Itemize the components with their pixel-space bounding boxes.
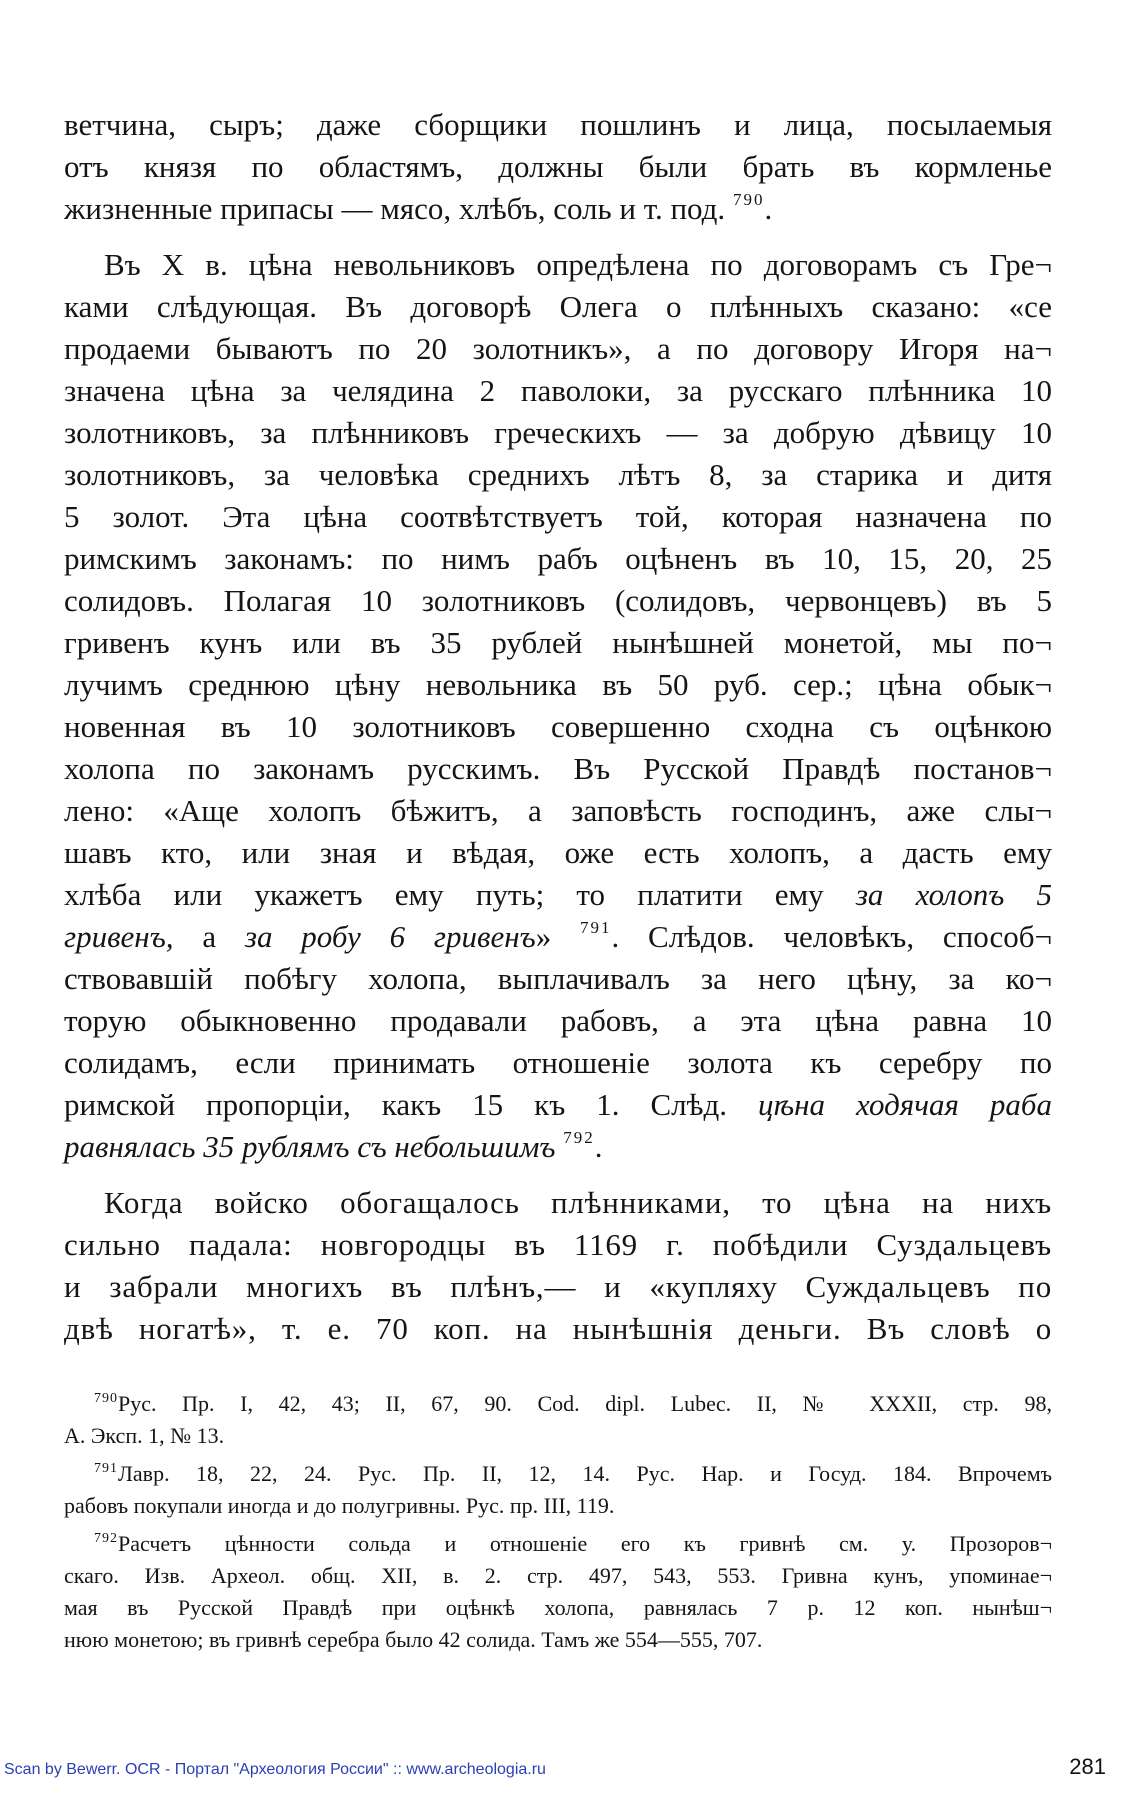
text-line bbox=[64, 874, 1052, 916]
text-line: шавъ кто, или зная и вѣдая, оже есть холопъ, а дасть ему bbox=[64, 835, 1052, 870]
footnote-ref[interactable]: 790 bbox=[732, 190, 765, 209]
text-segment: . Слѣдов. человѣкъ, способ¬ bbox=[611, 919, 1053, 954]
text-line: лучимъ среднюю цѣну невольника въ 50 руб. сер.; цѣна обык¬ bbox=[64, 667, 1052, 702]
text-line: ствовавшій побѣгу холопа, выплачивалъ за него цѣну, за ко¬ bbox=[64, 961, 1052, 996]
paragraph-2 bbox=[64, 244, 1052, 1168]
text-line: продаеми бываютъ по 20 золотникъ», а по договору Игоря на¬ bbox=[64, 331, 1052, 366]
main-text bbox=[64, 104, 1052, 1350]
italic-quote: за холопъ 5 bbox=[855, 877, 1052, 912]
text-line bbox=[64, 916, 1052, 958]
footnote-line: рабовъ покупали иногда и до полугривны. Рус. пр. III, 119. bbox=[64, 1493, 615, 1518]
footnote-ref[interactable]: 791 bbox=[579, 918, 612, 937]
text-line: солидовъ. Полагая 10 золотниковъ (солидовъ, червонцевъ) въ 5 bbox=[64, 583, 1052, 618]
footnote-line: нюю монетою; въ гривнѣ серебра было 42 солида. Тамъ же 554—555, 707. bbox=[64, 1627, 763, 1652]
text-segment: » bbox=[535, 919, 552, 954]
italic-emphasis: равнялась 35 рублямъ съ небольшимъ bbox=[64, 1129, 556, 1164]
paragraph-1 bbox=[64, 104, 1052, 230]
text-segment: . bbox=[764, 191, 773, 226]
text-line: двѣ ногатѣ», т. е. 70 коп. на нынѣшнія деньги. Въ словѣ о bbox=[64, 1311, 1052, 1346]
text-segment: хлѣба или укажетъ ему путь; то платити ему bbox=[64, 877, 856, 912]
text-line: ками слѣдующая. Въ договорѣ Олега о плѣнныхъ сказано: «се bbox=[64, 289, 1052, 324]
footnote-number: 792 bbox=[94, 1531, 118, 1546]
footnote-790 bbox=[64, 1388, 1052, 1452]
footnote-line: скаго. Изв. Археол. общ. XII, в. 2. стр. 497, 543, 553. Гривна кунъ, упоминае¬ bbox=[64, 1563, 1052, 1588]
text-segment: . bbox=[594, 1129, 603, 1164]
text-line: Въ X в. цѣна невольниковъ опредѣлена по договорамъ съ Гре¬ bbox=[104, 247, 1052, 282]
text-segment: а bbox=[173, 919, 245, 954]
text-line bbox=[64, 1126, 1052, 1168]
text-segment: римской пропорціи, какъ 15 къ 1. Слѣд. bbox=[64, 1087, 758, 1122]
paragraph-3 bbox=[64, 1182, 1052, 1350]
footnote-text: Расчетъ цѣнности сольда и отношеніе его къ гривнѣ см. у. Прозоров¬ bbox=[118, 1531, 1052, 1556]
text-line: отъ князя по областямъ, должны были брать въ кормленье bbox=[64, 149, 1052, 184]
footnote-number: 791 bbox=[94, 1461, 118, 1476]
footnote-line bbox=[64, 1528, 1052, 1560]
text-line: и забрали многихъ въ плѣнъ,— и «купляху Суждальцевъ по bbox=[64, 1269, 1052, 1304]
text-line: золотниковъ, за плѣнниковъ греческихъ — за добрую дѣвицу 10 bbox=[64, 415, 1052, 450]
footnotes bbox=[64, 1388, 1052, 1656]
text-line: гривенъ кунъ или въ 35 рублей нынѣшней монетой, мы по¬ bbox=[64, 625, 1052, 660]
text-line: Когда войско обогащалось плѣнниками, то цѣна на нихъ bbox=[104, 1185, 1052, 1220]
footnote-791 bbox=[64, 1458, 1052, 1522]
footnote-number: 790 bbox=[94, 1391, 118, 1406]
italic-quote: гривенъ, bbox=[64, 919, 174, 954]
italic-emphasis: цѣна ходячая раба bbox=[758, 1087, 1052, 1122]
text-line: римскимъ законамъ: по нимъ рабъ оцѣненъ въ 10, 15, 20, 25 bbox=[64, 541, 1052, 576]
footnote-text: Рус. Пр. I, 42, 43; II, 67, 90. Cod. dipl. Lubec. II, № XXXII, стр. 98, bbox=[118, 1391, 1052, 1416]
text-line: новенная въ 10 золотниковъ совершенно сходна съ оцѣнкою bbox=[64, 709, 1052, 744]
text-line bbox=[64, 188, 1052, 230]
footnote-line bbox=[64, 1458, 1052, 1490]
footnote-text: Лавр. 18, 22, 24. Рус. Пр. II, 12, 14. Рус. Нар. и Госуд. 184. Впрочемъ bbox=[118, 1461, 1052, 1486]
text-segment: жизненные припасы — мясо, хлѣбъ, соль и т. под. bbox=[64, 191, 726, 226]
text-line: лено: «Аще холопъ бѣжитъ, а заповѣсть господинъ, аже слы¬ bbox=[64, 793, 1052, 828]
text-line: солидамъ, если принимать отношеніе золота къ серебру по bbox=[64, 1045, 1052, 1080]
text-line: торую обыкновенно продавали рабовъ, а эта цѣна равна 10 bbox=[64, 1003, 1052, 1038]
text-line bbox=[64, 1084, 1052, 1126]
italic-quote: за робу 6 гривенъ bbox=[244, 919, 536, 954]
text-line: золотниковъ, за человѣка среднихъ лѣтъ 8, за старика и дитя bbox=[64, 457, 1052, 492]
footnote-ref[interactable]: 792 bbox=[563, 1128, 595, 1147]
text-line: значена цѣна за челядина 2 паволоки, за русскаго плѣнника 10 bbox=[64, 373, 1052, 408]
page-number: 281 bbox=[1069, 1754, 1106, 1779]
text-line: сильно падала: новгородцы въ 1169 г. побѣдили Суздальцевъ bbox=[64, 1227, 1052, 1262]
footnote-792 bbox=[64, 1528, 1052, 1656]
footnote-line: А. Эксп. 1, № 13. bbox=[64, 1423, 225, 1448]
footnote-line: мая въ Русской Правдѣ при оцѣнкѣ холопа, равнялась 7 р. 12 коп. нынѣш¬ bbox=[64, 1595, 1052, 1620]
text-line: ветчина, сыръ; даже сборщики пошлинъ и лица, посылаемыя bbox=[64, 107, 1052, 142]
scan-credit-link[interactable]: Scan by Bewerr. OCR - Портал "Археология России" :: www.archeologia.ru bbox=[4, 1761, 546, 1778]
text-line: холопа по законамъ русскимъ. Въ Русской Правдѣ постанов¬ bbox=[64, 751, 1052, 786]
footnote-line bbox=[64, 1388, 1052, 1420]
text-line: 5 золот. Эта цѣна соотвѣтствуетъ той, которая назначена по bbox=[64, 499, 1052, 534]
